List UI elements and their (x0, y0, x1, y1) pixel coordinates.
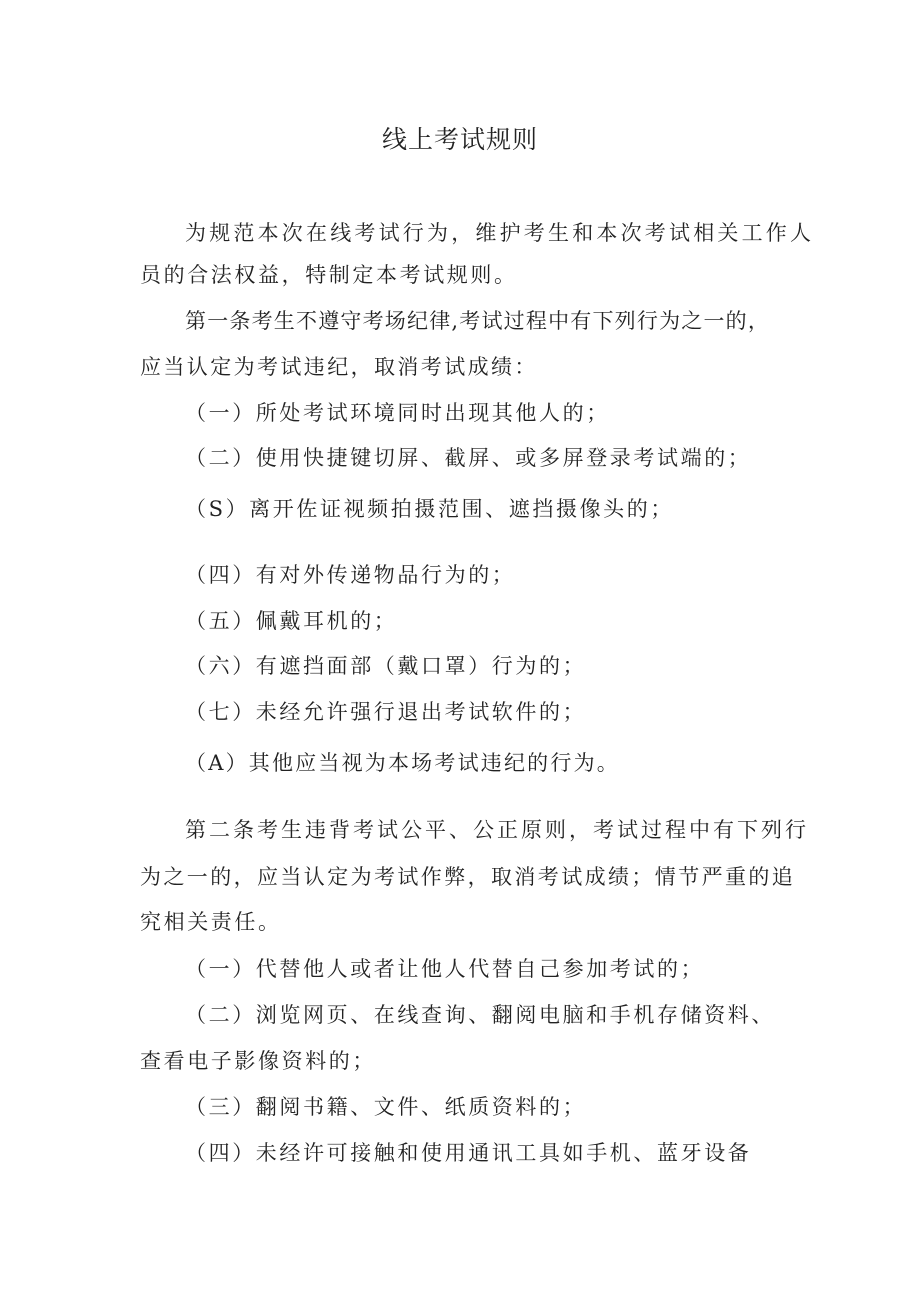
article-1-item-4: （四）有对外传递物品行为的； (185, 563, 516, 587)
intro-line-1: 为规范本次在线考试行为，维护考生和本次考试相关工作人 (185, 221, 815, 245)
article-1-item-8: （A）其他应当视为本场考试违纪的行为。 (185, 751, 620, 775)
intro-line-2: 员的合法权益，特制定本考试规则。 (140, 263, 518, 287)
document-title: 线上考试规则 (381, 125, 538, 154)
article-1-item-2: （二）使用快捷键切屏、截屏、或多屏登录考试端的； (185, 446, 752, 470)
article-2-line-3: 究相关责任。 (140, 910, 282, 934)
article-2-item-2-line-1: （二）浏览网页、在线查询、翻阅电脑和手机存储资料、 (185, 1003, 775, 1027)
article-1-item-3: （S）离开佐证视频拍摄范围、遮挡摄像头的； (185, 497, 674, 521)
article-1-item-7: （七）未经允许强行退出考试软件的； (185, 700, 587, 724)
article-2-line-2: 为之一的，应当认定为考试作弊，取消考试成绩；情节严重的追 (140, 865, 796, 889)
article-2-item-3: （三）翻阅书籍、文件、纸质资料的； (185, 1095, 587, 1119)
article-1-item-1: （一）所处考试环境同时出现其他人的； (185, 401, 610, 425)
article-2-line-1: 第二条考生违背考试公平、公正原则，考试过程中有下列行 (185, 818, 809, 842)
article-2-item-4: （四）未经许可接触和使用通讯工具如手机、蓝牙设备 (185, 1141, 752, 1165)
article-1-item-5: （五）佩戴耳机的； (185, 609, 398, 633)
article-1-item-6: （六）有遮挡面部（戴口罩）行为的； (185, 654, 587, 678)
article-2-item-1: （一）代替他人或者让他人代替自己参加考试的； (185, 957, 705, 981)
article-2-item-2-line-2: 查看电子影像资料的； (140, 1049, 376, 1073)
article-1-line-2: 应当认定为考试违纪，取消考试成绩： (140, 355, 538, 379)
article-1-line-1: 第一条考生不遵守考场纪律,考试过程中有下列行为之一的， (185, 309, 771, 333)
